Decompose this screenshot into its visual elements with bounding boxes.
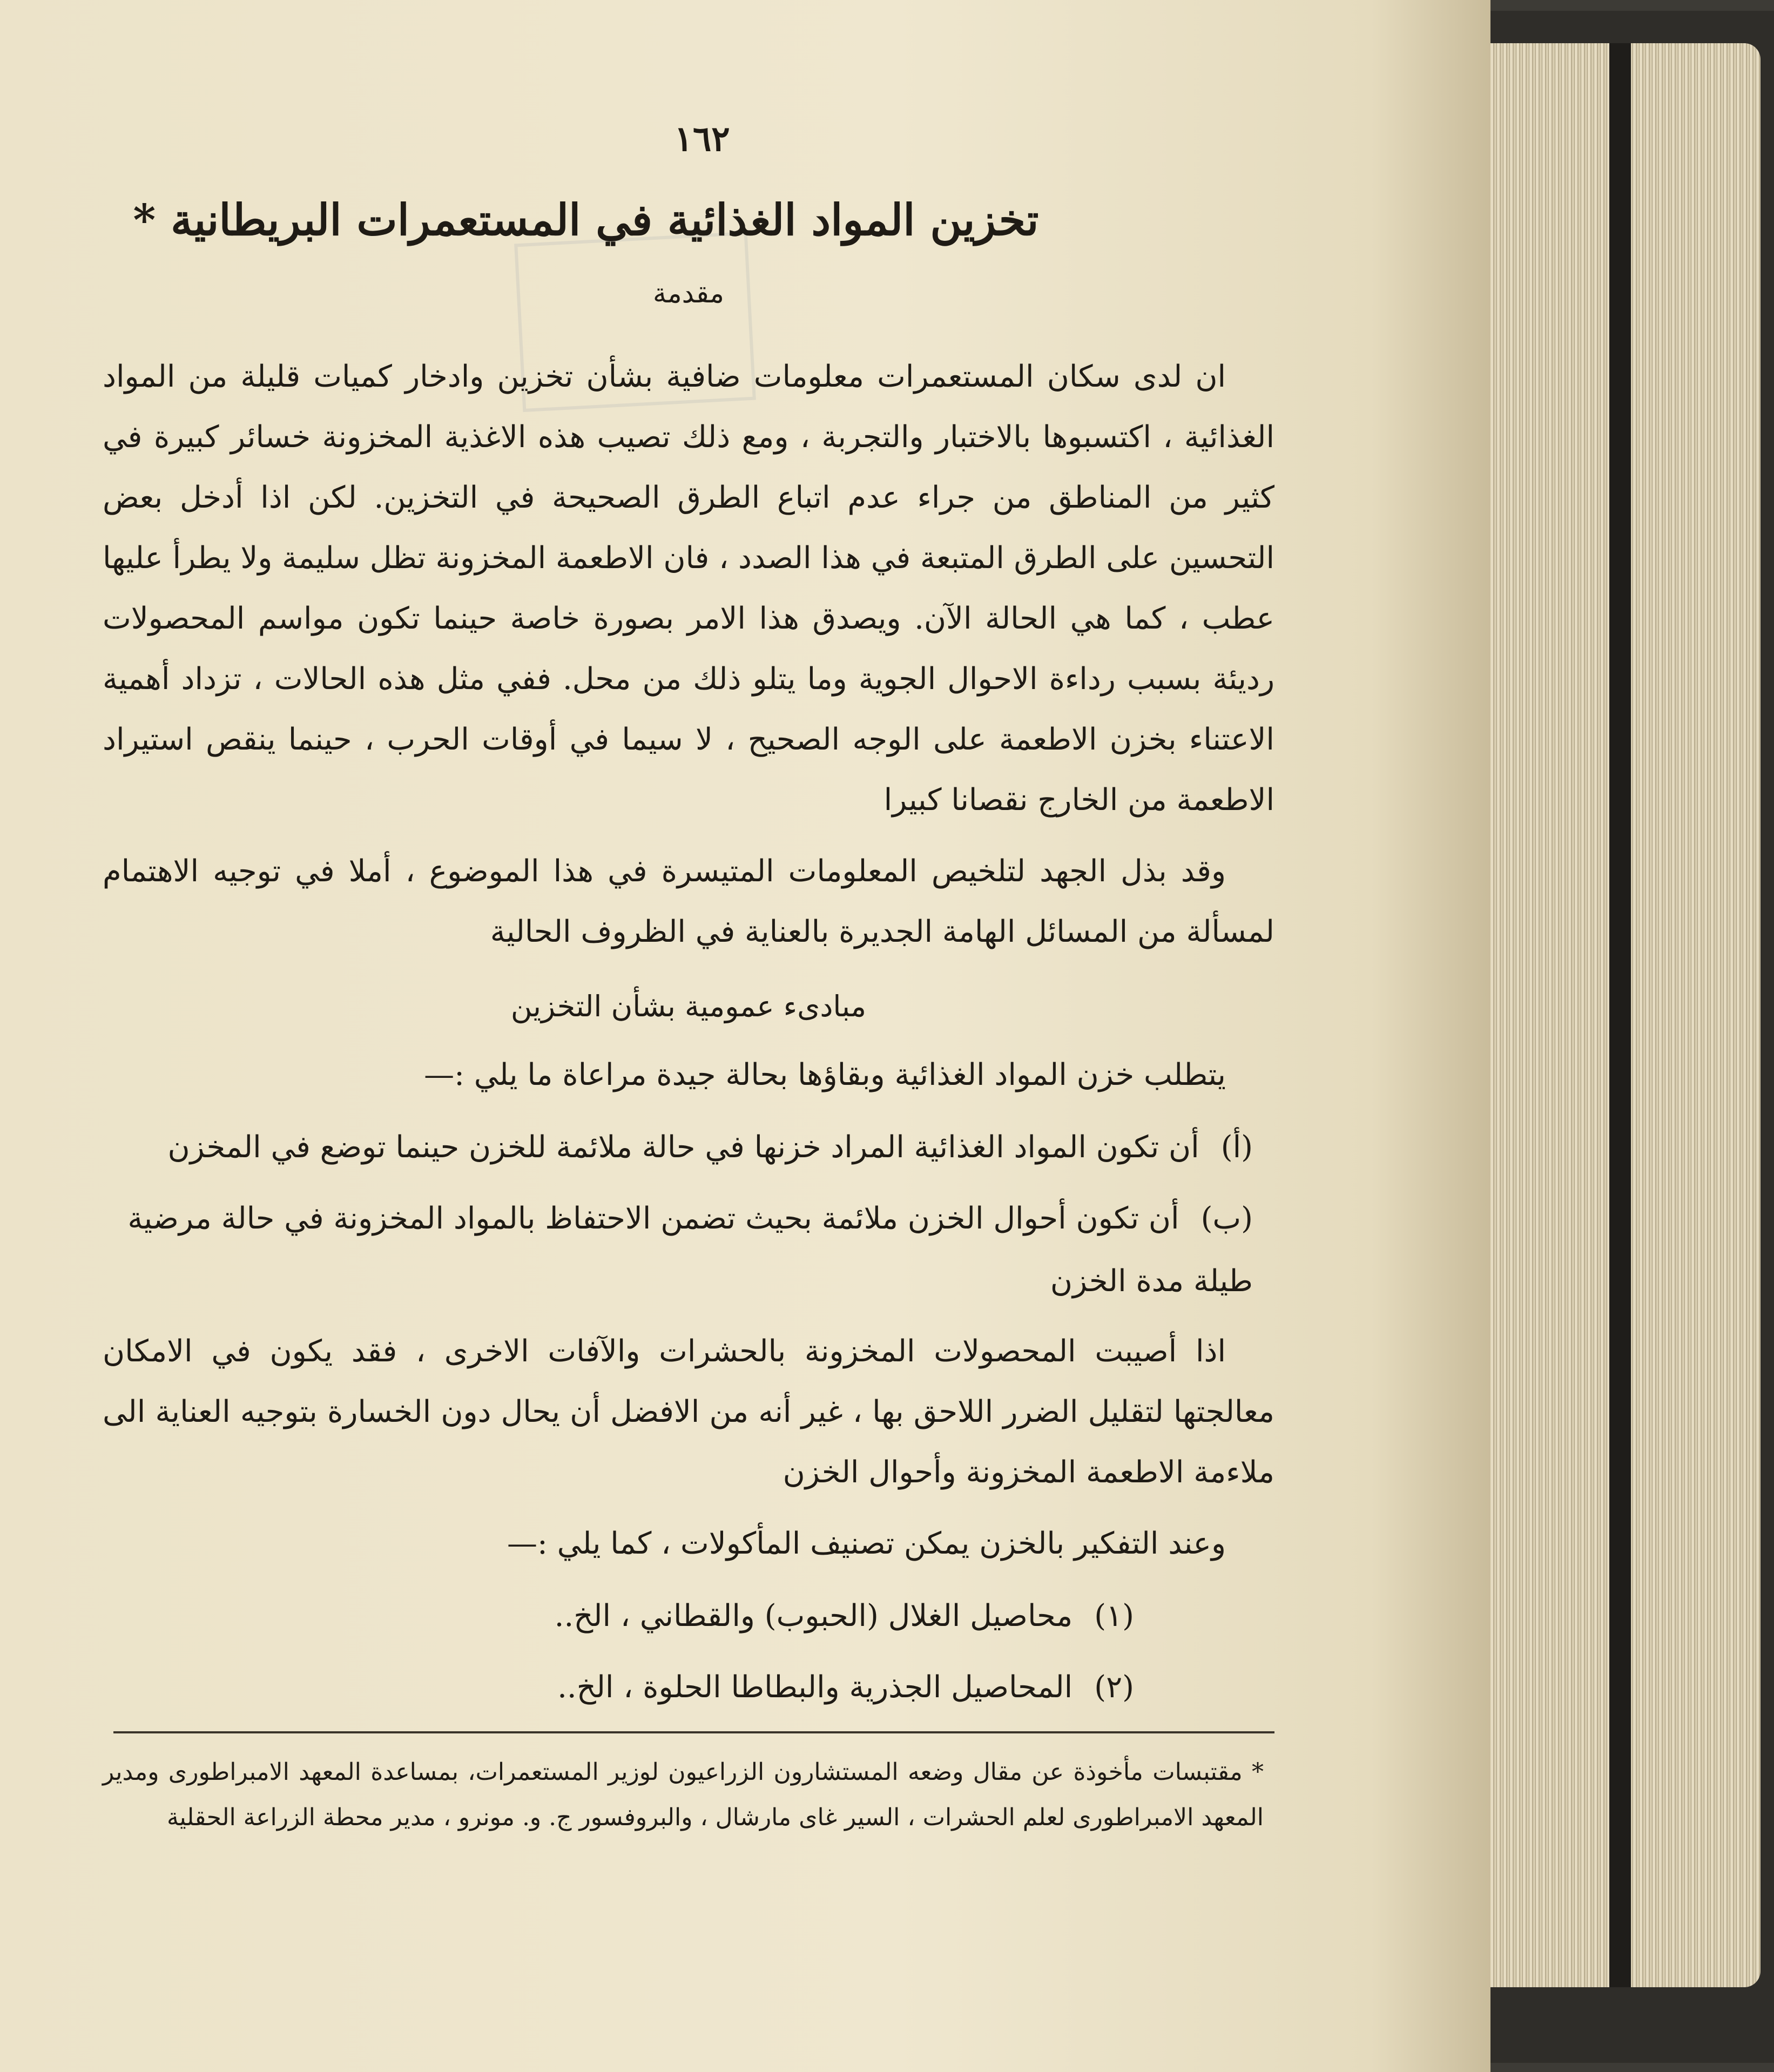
classification-intro: وعند التفكير بالخزن يمكن تصنيف المأكولات ، كما يلي :— [507, 1526, 1226, 1561]
item-text: أن تكون المواد الغذائية المراد خزنها في حالة ملائمة للخزن حينما توضع في المخزن [167, 1130, 1199, 1165]
classification-item-2 [103, 1656, 1274, 1719]
requirement-item-a [103, 1116, 1274, 1179]
article-title: تخزين المواد الغذائية في المستعمرات البريطانية * [133, 194, 1039, 245]
item-marker: (٢) [1094, 1670, 1134, 1705]
item-marker: (ب) [1200, 1201, 1253, 1236]
page-edges [1458, 43, 1760, 1987]
section-heading-principles: مبادىء عمومية بشأن التخزين [510, 989, 867, 1023]
item-text: أن تكون أحوال الخزن ملائمة بحيث تضمن الاحتفاظ بالمواد المخزونة في حالة مرضية طيلة مدة الخزن [127, 1201, 1253, 1299]
intro-paragraph-2: وقد بذل الجهد لتلخيص المعلومات المتيسرة في هذا الموضوع ، أملا في توجيه الاهتمام لمسألة من المسائل الهامة الجديرة بالعناية في الظروف الحالية [103, 854, 1274, 949]
footnote: * مقتبسات مأخوذة عن مقال وضعه المستشارون الزراعيون لوزير المستعمرات، بمساعدة المعهد الامبراطورى ومدير المعهد الامبراطورى لعلم الحشرات ، السير غاى مارشال ، والبروفسور ج. و. مونرو ، مدير محطة الزراعة الحقلية [103, 1758, 1264, 1831]
item-marker: (١) [1094, 1598, 1134, 1634]
item-text: المحاصيل الجذرية والبطاطا الحلوة ، الخ.. [557, 1670, 1073, 1705]
requirements-intro: يتطلب خزن المواد الغذائية وبقاؤها بحالة جيدة مراعاة ما يلي :— [424, 1057, 1226, 1092]
requirement-item-b [103, 1187, 1274, 1313]
footnote-divider [113, 1731, 1274, 1733]
intro-paragraph-1: ان لدى سكان المستعمرات معلومات ضافية بشأن تخزين وادخار كميات قليلة من المواد الغذائية ، اكتسبوها بالاختبار والتجربة ، ومع ذلك تصيب هذه الاغذية المخزونة خسائر كبيرة في كثير من المناطق من جراء عدم اتباع الطرق الصحيحة في التخزين. لكن اذا أدخل بعض التحسين على الطرق المتبعة في هذا الصدد ، فان الاطعمة المخزونة تظل سليمة ولا يطرأ عليها عطب ، كما هي الحالة الآن. ويصدق هذا الامر بصورة خاصة حينما تكون مواسم المحصولات رديئة بسبب رداءة الاحوال الجوية وما يتلو ذلك من محل. ففي مثل هذه الحالات ، تزداد أهمية الاعتناء بخزن الاطعمة على الوجه الصحيح ، لا سيما في أوقات الحرب ، حينما ينقص استيراد الاطعمة من الخارج نقصانا كبيرا [103, 359, 1274, 818]
subtitle-introduction: مقدمة [653, 278, 724, 309]
page-number: ١٦٢ [674, 119, 730, 159]
item-marker: (أ) [1220, 1130, 1253, 1165]
book-gutter [1609, 43, 1631, 1987]
page-content [103, 194, 1274, 1727]
pests-paragraph: اذا أصيبت المحصولات المخزونة بالحشرات والآفات الاخرى ، فقد يكون في الامكان معالجتها لتقليل الضرر اللاحق بها ، غير أنه من الافضل أن يحال دون الخسارة بتوجيه العناية الى ملاءمة الاطعمة المخزونة وأحوال الخزن [103, 1334, 1274, 1490]
item-text: محاصيل الغلال (الحبوب) والقطاني ، الخ.. [554, 1598, 1073, 1634]
classification-item-1 [103, 1585, 1274, 1648]
